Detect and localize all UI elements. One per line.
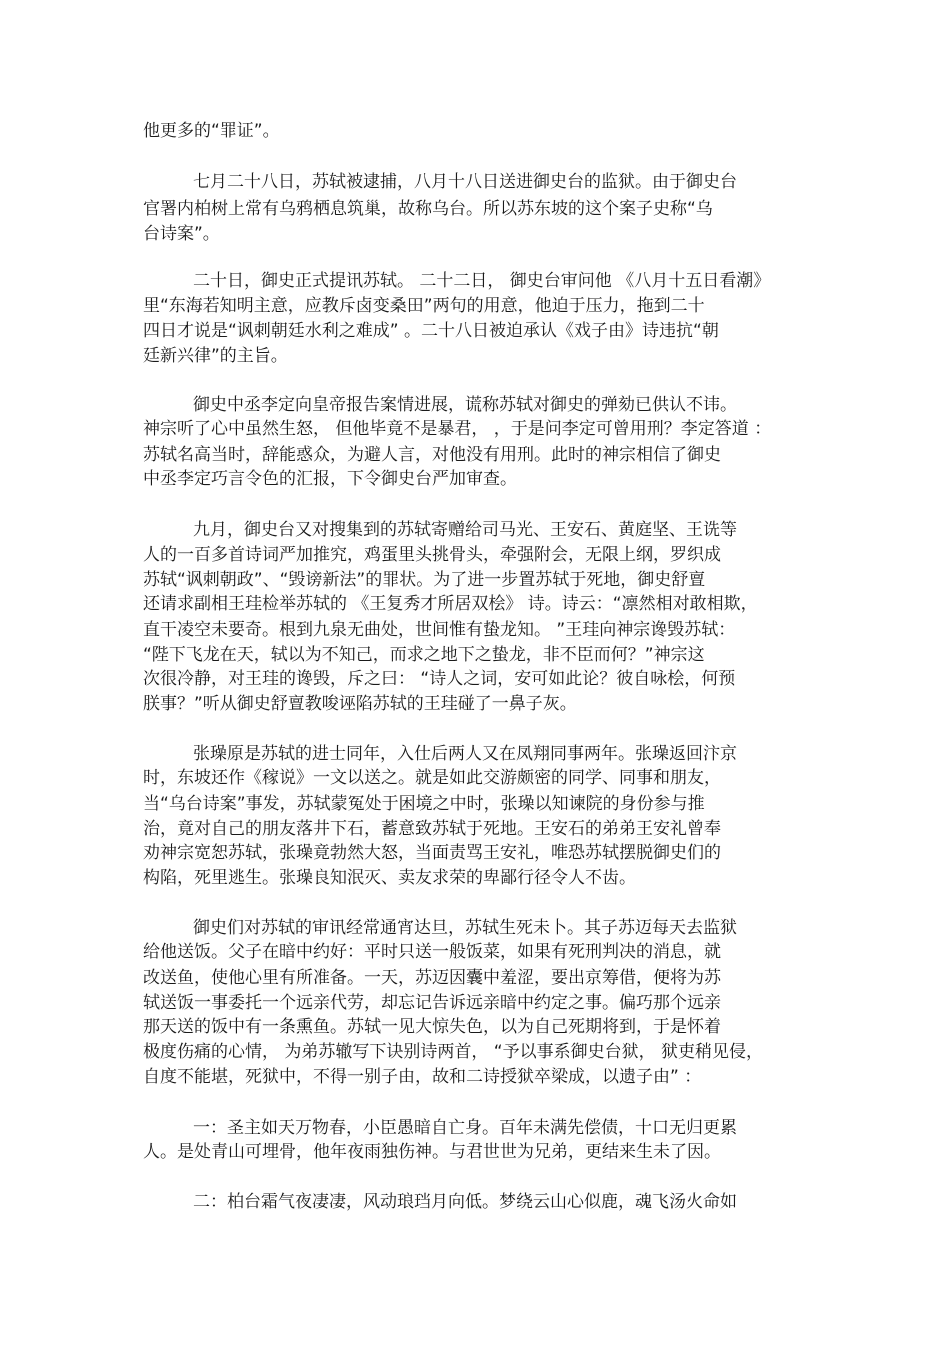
text-line: 极度伤痛的心情， 为弟苏辙写下诀别诗两首， “予以事系御史台狱， 狱吏稍见侵， — [143, 1042, 764, 1062]
paragraph-first-line: 七月二十八日，苏轼被逮捕，八月十八日送进御史台的监狱。由于御史台 — [193, 172, 737, 192]
text-line: 中丞李定巧言令色的汇报，下令御史台严加审查。 — [143, 469, 517, 489]
text-line: 轼送饭一事委托一个远亲代劳，却忘记告诉远亲暗中约定之事。偏巧那个远亲 — [143, 993, 721, 1013]
text-line: 时，东坡还作《稼说》一文以送之。就是如此交游颇密的同学、同事和朋友， — [143, 768, 721, 788]
paragraph-first-line: 御史中丞李定向皇帝报告案情进展，谎称苏轼对御史的弹劾已供认不讳。 — [193, 395, 737, 415]
text-line: 自度不能堪，死狱中，不得一别子由，故和二诗授狱卒梁成，以遗子由” ： — [143, 1067, 702, 1087]
text-line: 四日才说是“讽刺朝廷水利之难成” 。二十八日被迫承认《戏子由》诗违抗“朝 — [143, 321, 719, 341]
text-line: 里“东海若知明主意，应教斥卤变桑田”两句的用意，他迫于压力，拖到二十 — [143, 296, 705, 316]
text-line: 官署内柏树上常有乌鸦栖息筑巢，故称乌台。所以苏东坡的这个案子史称“乌 — [143, 199, 713, 219]
text-line: 那天送的饭中有一条熏鱼。苏轼一见大惊失色，以为自己死期将到，于是怀着 — [143, 1017, 721, 1037]
text-line: 朕事？”听从御史舒亶教唆诬陷苏轼的王珪碰了一鼻子灰。 — [143, 694, 577, 714]
poem-one-line: 一：圣主如天万物春，小臣愚暗自亡身。百年未满先偿债，十口无归更累 — [193, 1118, 737, 1138]
paragraph-first-line: 九月，御史台又对搜集到的苏轼寄赠给司马光、王安石、黄庭坚、王诜等 — [193, 520, 737, 540]
text-line: “陛下飞龙在天，轼以为不知己，而求之地下之蛰龙，非不臣而何？”神宗这 — [143, 645, 705, 665]
paragraph-first-line: 张璪原是苏轼的进士同年，入仕后两人又在凤翔同事两年。张璪返回汴京 — [193, 744, 737, 764]
text-line: 廷新兴律”的主旨。 — [143, 346, 288, 366]
text-line: 苏轼名高当时，辞能惑众，为避人言，对他没有用刑。此时的神宗相信了御史 — [143, 445, 721, 465]
text-line: 治，竟对自己的朋友落井下石，蓄意致苏轼于死地。王安石的弟弟王安礼曾奉 — [143, 819, 721, 839]
text-line: 台诗案”。 — [143, 224, 220, 244]
text-line: 构陷，死里逃生。张璪良知泯灭、卖友求荣的卑鄙行径令人不齿。 — [143, 868, 636, 888]
text-line: 神宗听了心中虽然生怒， 但他毕竟不是暴君， ，于是问李定可曾用刑？李定答道 ： — [143, 419, 772, 439]
text-line: 他更多的“罪证”。 — [143, 121, 280, 141]
text-line: 当“乌台诗案”事发，苏轼蒙冤处于困境之中时，张璪以知谏院的身份参与推 — [143, 794, 705, 814]
text-line: 劝神宗宽恕苏轼，张璪竟勃然大怒，当面责骂王安礼，唯恐苏轼摆脱御史们的 — [143, 843, 721, 863]
text-line: 改送鱼，使他心里有所准备。一天，苏迈因囊中羞涩，要出京筹借，便将为苏 — [143, 968, 721, 988]
text-line: 还请求副相王珪检举苏轼的 《王复秀才所居双桧》 诗。诗云：“凛然相对敢相欺， — [143, 594, 758, 614]
text-line: 给他送饭。父子在暗中约好：平时只送一般饭菜，如果有死刑判决的消息，就 — [143, 942, 721, 962]
text-line: 直干凌空未要奇。根到九泉无曲处，世间惟有蛰龙知。 ”王珪向神宗谗毁苏轼： — [143, 620, 736, 640]
text-line: 人。是处青山可埋骨，他年夜雨独伤神。与君世世为兄弟，更结来生未了因。 — [143, 1142, 721, 1162]
paragraph-first-line: 御史们对苏轼的审讯经常通宵达旦，苏轼生死未卜。其子苏迈每天去监狱 — [193, 918, 737, 938]
text-line: 次很冷静，对王珪的谗毁，斥之曰： “诗人之词，安可如此论？彼自咏桧，何预 — [143, 669, 736, 689]
poem-two-line: 二：柏台霜气夜凄凄，风动琅珰月向低。梦绕云山心似鹿，魂飞汤火命如 — [193, 1192, 737, 1212]
paragraph-first-line: 二十日，御史正式提讯苏轼。 二十二日， 御史台审问他 《八月十五日看潮》 — [193, 271, 771, 291]
text-line: 人的一百多首诗词严加推究，鸡蛋里头挑骨头，牵强附会，无限上纲，罗织成 — [143, 545, 721, 565]
text-line: 苏轼“讽刺朝政”、“毁谤新法”的罪状。为了进一步置苏轼于死地，御史舒亶 — [143, 570, 706, 590]
